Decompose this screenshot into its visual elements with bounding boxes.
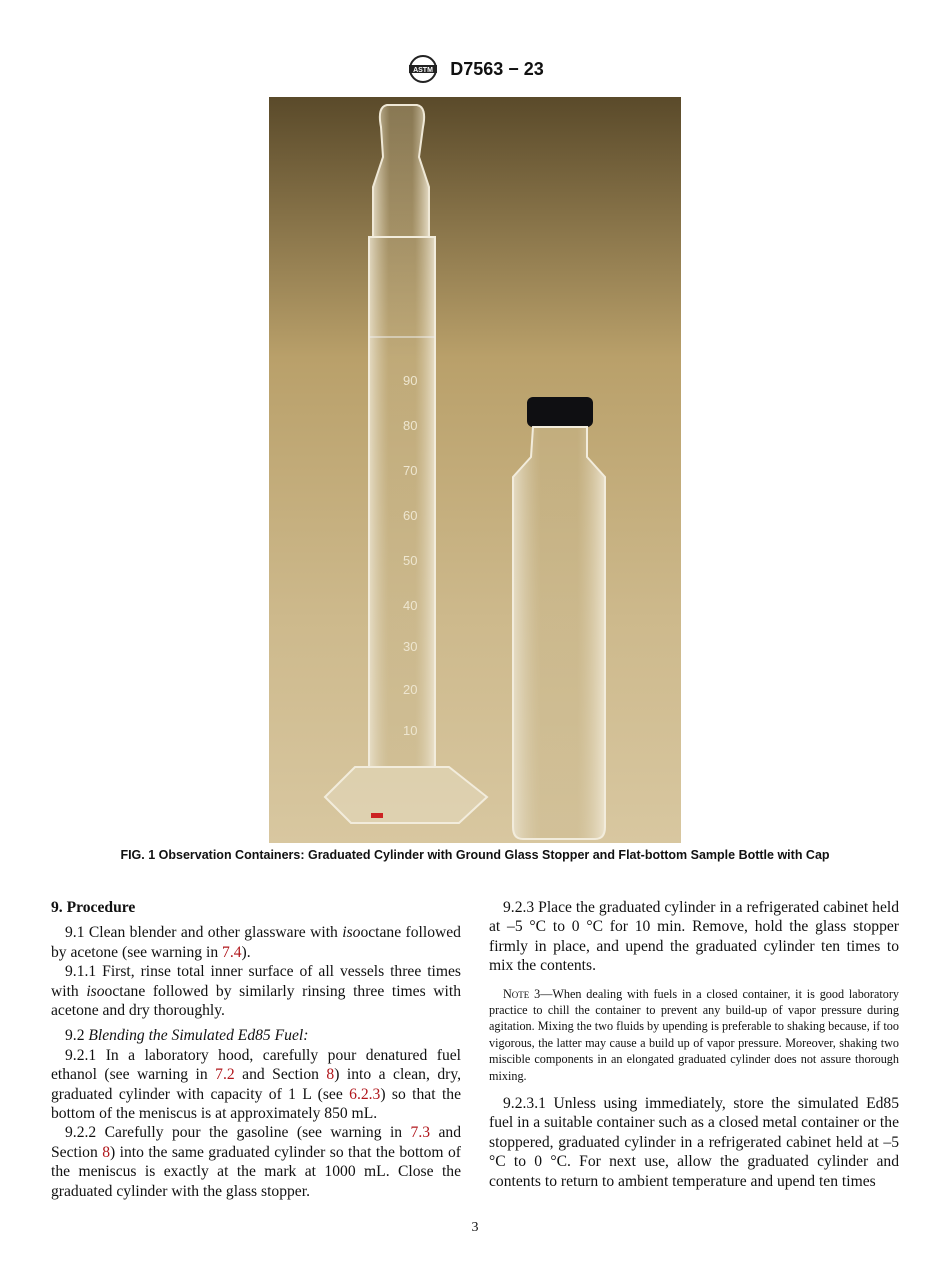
scale-mark: 70 <box>403 463 418 478</box>
ref-link[interactable]: 7.3 <box>410 1124 431 1142</box>
ref-link[interactable]: 6.2.3 <box>349 1085 381 1103</box>
paragraph-9-1-1: 9.1.1 First, rinse total inner surface of all vessels three times with isooctane followed by similarly rinsing three times with acetone and dry thoroughly. <box>51 963 461 1020</box>
paragraph-9-2-3: 9.2.3 Place the graduated cylinder in a refrigerated cabinet held at –5 °C to 0 °C for 10 min. Remove, hold the glass stopper firmly in place, and upend the graduated cylinder ten times to mix the contents. <box>489 899 899 975</box>
paragraph-9-2-2: 9.2.2 Carefully pour the gasoline (see warning in 7.3 and Section 8) into the same graduated cylinder so that the bottom of the meniscus is exactly at the mark at 1000 mL. Close the graduated cylinder with the glass stopper. <box>51 1124 461 1200</box>
figure-photo <box>269 97 681 843</box>
sample-bottle <box>513 397 605 839</box>
scale-mark: 10 <box>403 723 418 738</box>
paragraph-9-2-3-1: 9.2.3.1 Unless using immediately, store the simulated Ed85 fuel in a suitable container such as a closed metal container or the stoppered, graduated cylinder in a refrigerated cabinet held at –5 °C to 0 °C. For next use, allow the graduated cylinder and contents to return to ambient temperature and upend ten times <box>489 1095 899 1190</box>
document-id: D7563 − 23 <box>450 58 544 79</box>
ref-link[interactable]: 7.4 <box>222 943 242 961</box>
scale-mark: 20 <box>403 682 418 697</box>
scale-mark: 50 <box>403 553 418 568</box>
ref-link[interactable]: 8 <box>326 1066 335 1084</box>
photo-background <box>269 97 681 843</box>
note-text: 3—When dealing with fuels in a closed container, it is good laboratory practice to chill the container to prevent any build-up of vapor pressure during agitation. Mixing the two fluids by upending is preferable to shaking because, if too vigorous, the latter may cause a build up of vapor pressure. Moreover, shaking two miscible components in an elongated graduated cylinder does not assure thorough mixing. <box>489 986 899 1083</box>
page-number: 3 <box>471 1220 479 1235</box>
ref-link[interactable]: 8 <box>102 1143 111 1161</box>
section-heading: 9. Procedure <box>51 899 136 916</box>
note-3 <box>489 986 899 1084</box>
ref-link[interactable]: 7.2 <box>215 1066 235 1084</box>
paragraph-9-2: 9.2 Blending the Simulated Ed85 Fuel: <box>65 1027 309 1045</box>
left-column <box>51 898 461 1201</box>
scale-mark: 60 <box>403 508 418 523</box>
scale-mark: 80 <box>403 418 418 433</box>
paragraph-9-1: 9.1 Clean blender and other glassware with isooctane followed by acetone (see warning in 7.4). <box>51 924 461 961</box>
right-column <box>489 898 899 1191</box>
paragraph-9-2-1: 9.2.1 In a laboratory hood, carefully pour denatured fuel ethanol (see warning in 7.2 and Section 8) into a clean, dry, graduated cylinder with capacity of 1 L (see 6.2.3) so that the bottom of the meniscus is at approximately 850 mL. <box>51 1046 461 1123</box>
scale-mark: 90 <box>403 373 418 388</box>
page-header <box>0 54 950 84</box>
astm-logo-icon <box>406 54 440 84</box>
svg-text:ASTM: ASTM <box>413 66 434 74</box>
scale-mark: 30 <box>403 639 418 654</box>
scale-mark: 40 <box>403 598 418 613</box>
note-label: Note <box>503 986 530 1001</box>
figure-caption: FIG. 1 Observation Containers: Graduated Cylinder with Ground Glass Stopper and Flat-bottom Sample Bottle with Cap <box>120 848 830 862</box>
